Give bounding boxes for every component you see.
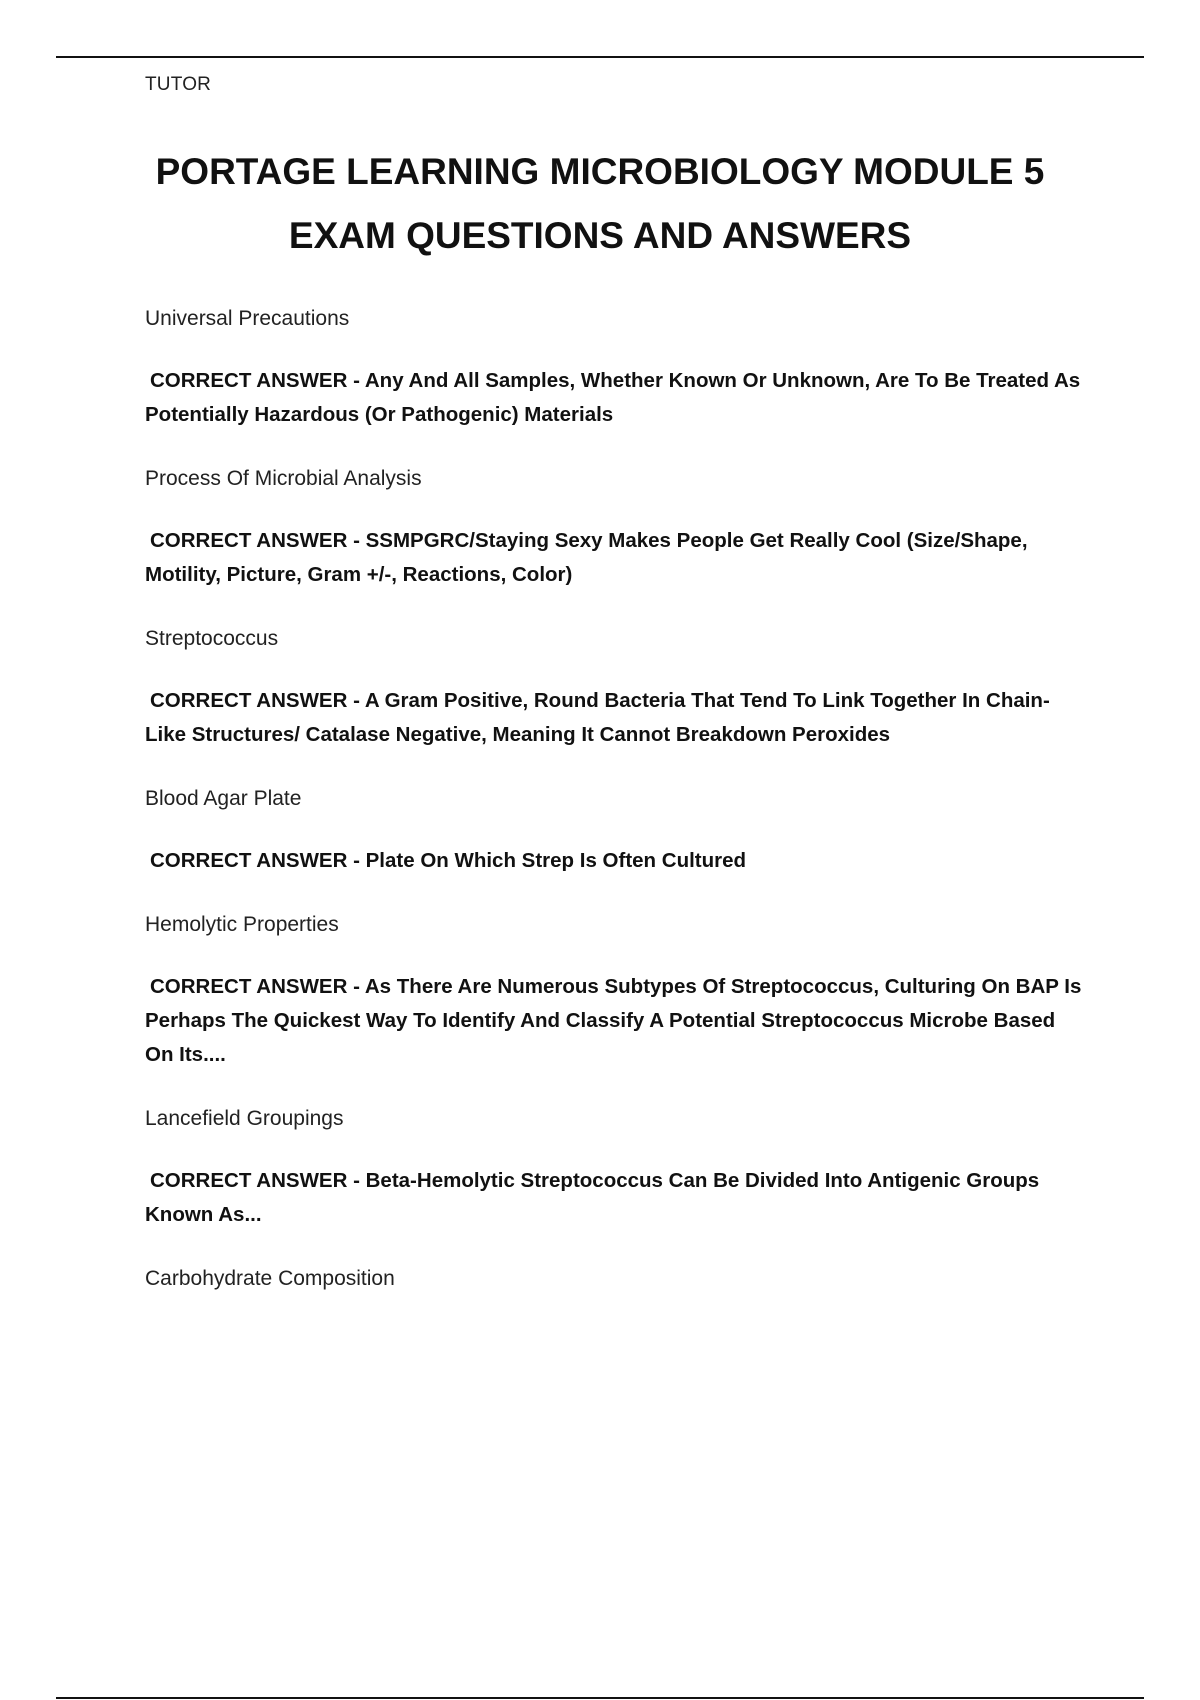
header-label: TUTOR: [145, 74, 212, 95]
page-title: [120, 140, 1080, 268]
qa-item: [145, 784, 1085, 878]
answer-text: [145, 364, 1085, 432]
answer-prefix: CORRECT ANSWER -: [150, 849, 366, 872]
question-text: Lancefield Groupings: [145, 1107, 344, 1130]
answer-text: [145, 1164, 1085, 1232]
question-text: Streptococcus: [145, 627, 279, 650]
question-text: Universal Precautions: [145, 307, 350, 330]
answer-prefix: CORRECT ANSWER -: [150, 689, 365, 712]
answer-body: Beta-Hemolytic Streptococcus Can Be Divided Into Antigenic Groups Known As...: [145, 1169, 1040, 1226]
qa-list: [145, 304, 1085, 1324]
question-text: Carbohydrate Composition: [145, 1267, 395, 1290]
qa-item: [145, 304, 1085, 432]
question-text: Blood Agar Plate: [145, 787, 302, 810]
title-line-2: EXAM QUESTIONS AND ANSWERS: [288, 215, 912, 256]
answer-prefix: CORRECT ANSWER -: [150, 1169, 366, 1192]
qa-item: [145, 1264, 1085, 1294]
qa-item: [145, 910, 1085, 1072]
top-divider: [56, 56, 1144, 58]
qa-item: [145, 1104, 1085, 1232]
answer-body: Any And All Samples, Whether Known Or Unknown, Are To Be Treated As Potentially Hazardous (Or Pathogenic) Materials: [145, 369, 1081, 426]
answer-body: SSMPGRC/Staying Sexy Makes People Get Really Cool (Size/Shape, Motility, Picture, Gram +/-, Reactions, Color): [145, 529, 1028, 586]
qa-item: [145, 464, 1085, 592]
answer-prefix: CORRECT ANSWER -: [150, 975, 365, 998]
qa-item: [145, 624, 1085, 752]
answer-text: [145, 970, 1085, 1072]
answer-prefix: CORRECT ANSWER -: [150, 369, 365, 392]
bottom-divider: [56, 1697, 1144, 1699]
answer-body: As There Are Numerous Subtypes Of Streptococcus, Culturing On BAP Is Perhaps The Quickest Way To Identify And Classify A Potential Streptococcus Microbe Based On Its....: [145, 975, 1082, 1066]
answer-text: [145, 684, 1085, 752]
question-text: Process Of Microbial Analysis: [145, 467, 422, 490]
answer-body: A Gram Positive, Round Bacteria That Tend To Link Together In Chain-Like Structures/ Catalase Negative, Meaning It Cannot Breakdown Peroxides: [145, 689, 1050, 746]
question-text: Hemolytic Properties: [145, 913, 339, 936]
answer-text: [145, 844, 1085, 878]
answer-prefix: CORRECT ANSWER -: [150, 529, 366, 552]
title-line-1: PORTAGE LEARNING MICROBIOLOGY MODULE 5: [155, 151, 1045, 192]
answer-body: Plate On Which Strep Is Often Cultured: [365, 849, 747, 872]
answer-text: [145, 524, 1085, 592]
